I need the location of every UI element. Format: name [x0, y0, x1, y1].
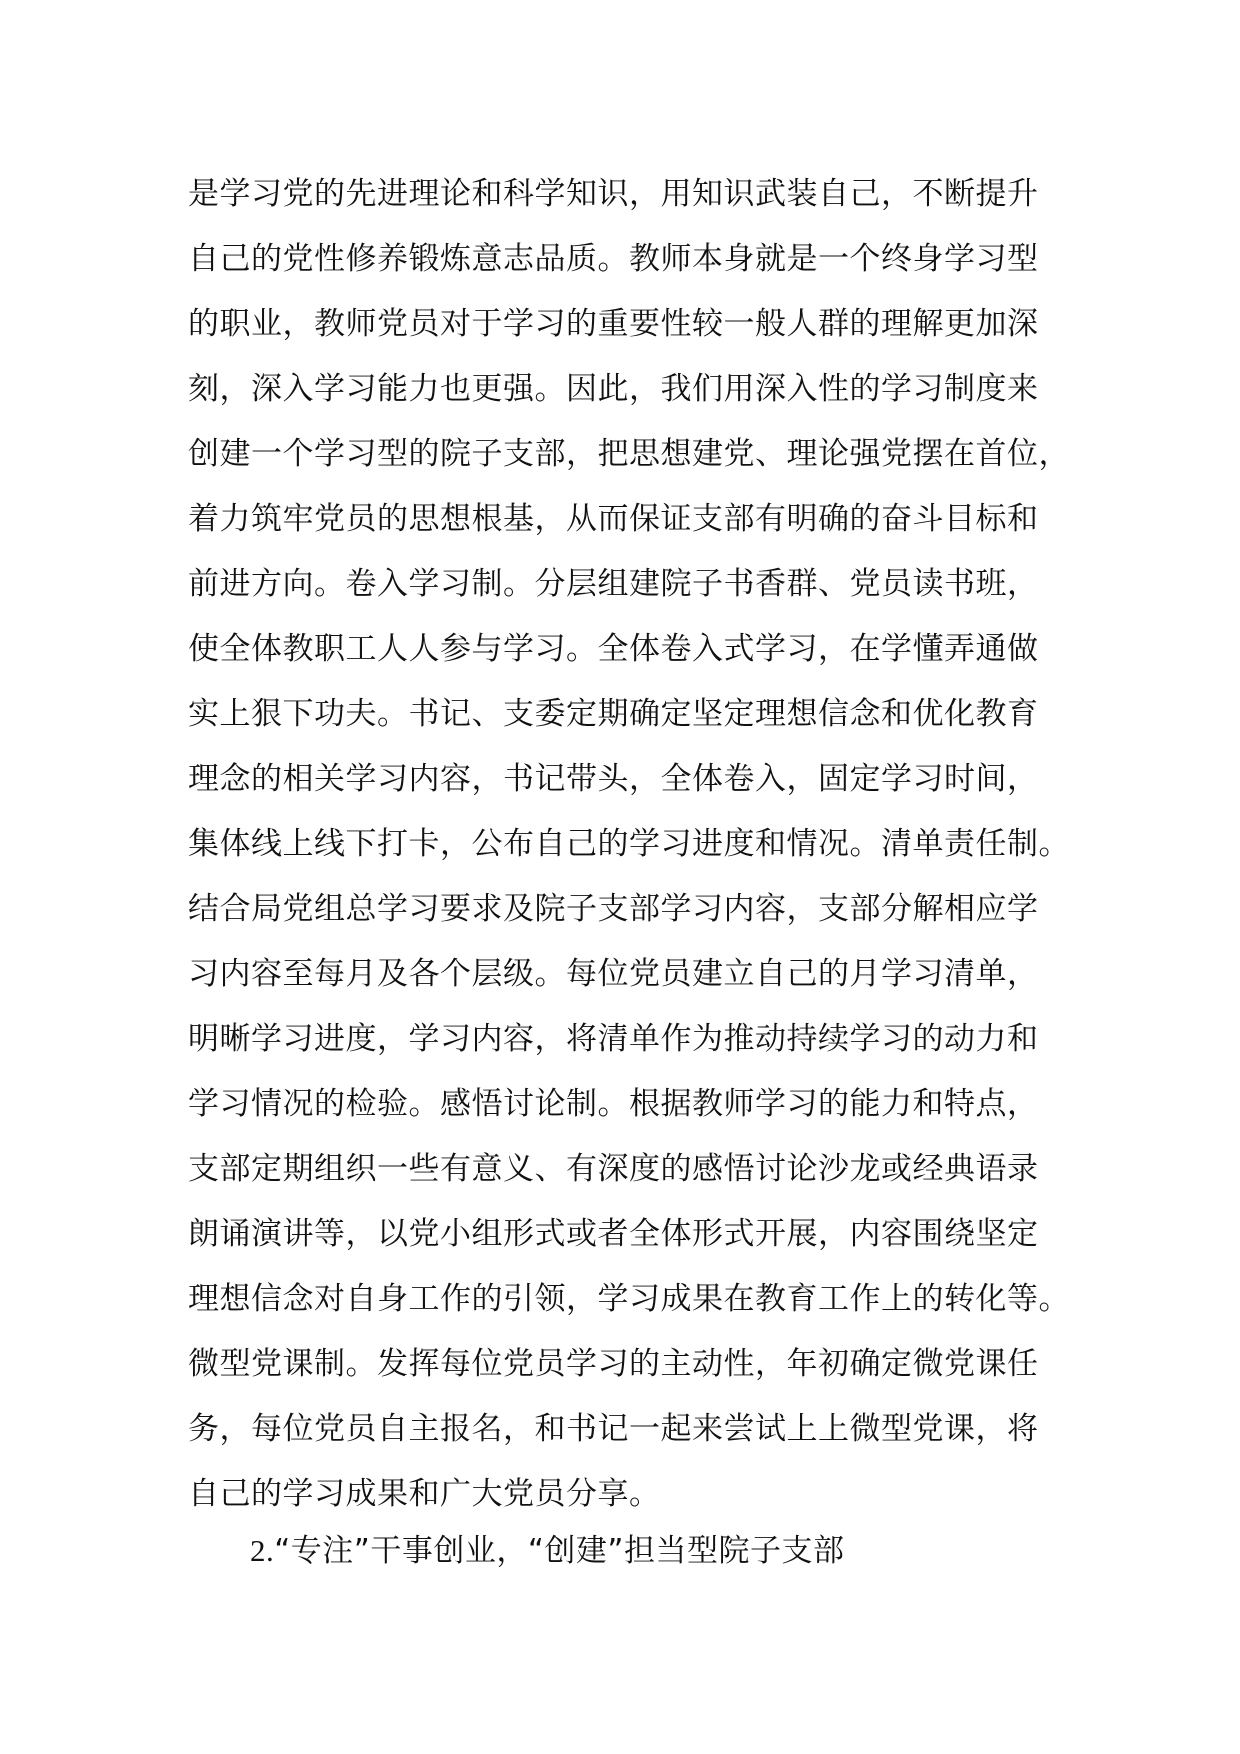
paragraph-line-17: 朗诵演讲等，以党小组形式或者全体形式开展，内容围绕坚定: [188, 1216, 1039, 1252]
paragraph-line-4: 刻，深入学习能力也更强。因此，我们用深入性的学习制度来: [188, 371, 1039, 407]
paragraph-line-14: 明晰学习进度，学习内容，将清单作为推动持续学习的动力和: [188, 1021, 1039, 1057]
paragraph-line-19: 微型党课制。发挥每位党员学习的主动性，年初确定微党课任: [188, 1346, 1039, 1382]
paragraph-line-12: 结合局党组总学习要求及院子支部学习内容，支部分解相应学: [188, 891, 1039, 927]
body-paragraph: [188, 162, 1108, 1527]
paragraph-line-6: 着力筑牢党员的思想根基，从而保证支部有明确的奋斗目标和: [188, 501, 1039, 537]
paragraph-line-15: 学习情况的检验。感悟讨论制。根据教师学习的能力和特点，: [188, 1086, 1039, 1122]
paragraph-line-3: 的职业，教师党员对于学习的重要性较一般人群的理解更加深: [188, 306, 1039, 342]
paragraph-line-9: 实上狠下功夫。书记、支委定期确定坚定理想信念和优化教育: [188, 696, 1039, 732]
section-heading: [250, 1518, 845, 1584]
paragraph-line-5: 创建一个学习型的院子支部，把思想建党、理论强党摆在首位，: [188, 436, 1070, 472]
paragraph-line-21: 自己的学习成果和广大党员分享。: [188, 1476, 661, 1512]
section-heading-number: 2.: [250, 1533, 275, 1568]
section-heading-text: “专注”干事创业，“创建”担当型院子支部: [274, 1533, 845, 1569]
paragraph-line-20: 务，每位党员自主报名，和书记一起来尝试上上微型党课，将: [188, 1411, 1039, 1447]
paragraph-line-1: 是学习党的先进理论和科学知识，用知识武装自己，不断提升: [188, 176, 1039, 212]
paragraph-line-7: 前进方向。卷入学习制。分层组建院子书香群、党员读书班，: [188, 566, 1039, 602]
paragraph-line-13: 习内容至每月及各个层级。每位党员建立自己的月学习清单，: [188, 956, 1039, 992]
paragraph-line-16: 支部定期组织一些有意义、有深度的感悟讨论沙龙或经典语录: [188, 1151, 1039, 1187]
paragraph-line-11: 集体线上线下打卡，公布自己的学习进度和情况。清单责任制。: [188, 826, 1070, 862]
paragraph-line-8: 使全体教职工人人参与学习。全体卷入式学习，在学懂弄通做: [188, 631, 1039, 667]
paragraph-line-18: 理想信念对自身工作的引领，学习成果在教育工作上的转化等。: [188, 1281, 1070, 1317]
paragraph-line-10: 理念的相关学习内容，书记带头，全体卷入，固定学习时间，: [188, 761, 1039, 797]
paragraph-line-2: 自己的党性修养锻炼意志品质。教师本身就是一个终身学习型: [188, 241, 1039, 277]
